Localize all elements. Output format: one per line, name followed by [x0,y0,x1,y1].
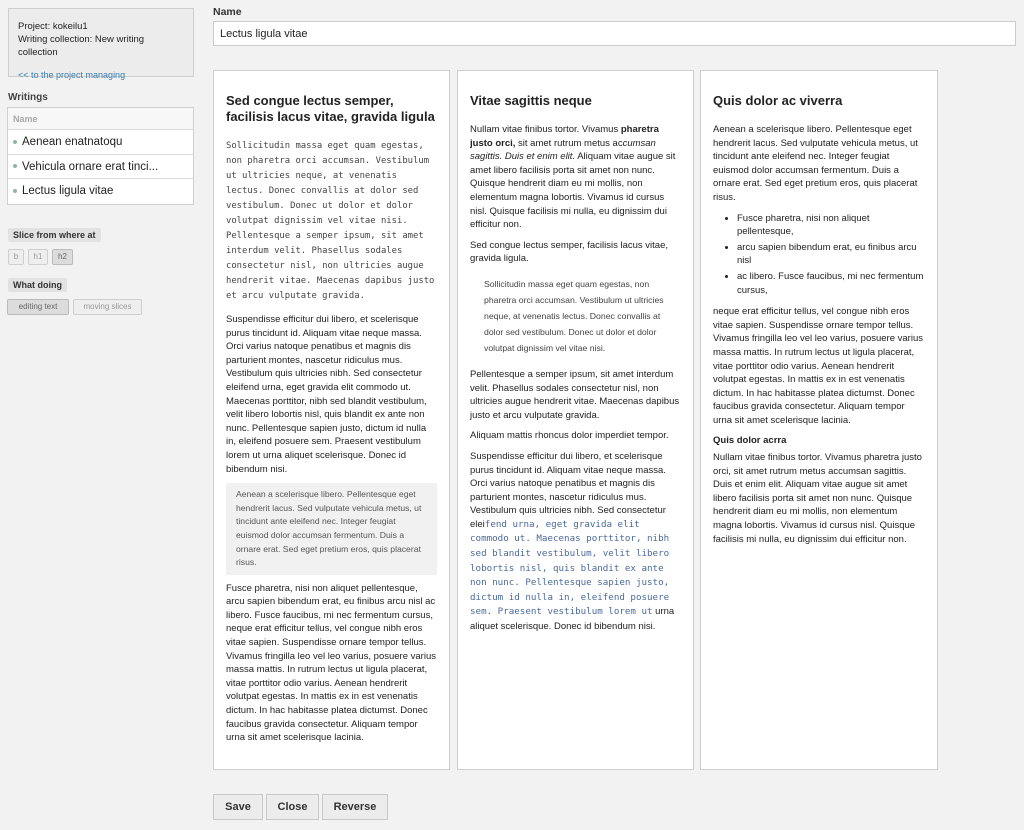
bullet-icon [13,189,17,193]
writing-item[interactable] [8,155,193,180]
doing-label: What doing [8,278,67,292]
text-run: Suspendisse efficitur dui libero, et scelerisque purus tincidunt id. Aliquam vitae neque massa. Orci varius natoque penatibus et magnis dis parturient montes, nascetur ridiculus mus. Vestibulum quis ultricies nibh. Sed consectetur elei [470,450,666,530]
paragraph: neque erat efficitur tellus, vel congue nibh eros vitae sapien. Suspendisse ornare tempor tellus. Vivamus fringilla leo vel leo varius, posuere varius massa mattis. In rutrum lectus ut ligula placerat, vitae porttitor odio varius. Aenean hendrerit volutpat egestas. In mattis ex in est venenatis dictum. In hac habitasse platea dictumst. Donec faucibus gravida consectetur. Aliquam tempor urna sit amet scelerisque lacinia. [713,306,923,426]
column-title: Quis dolor ac viverra [713,93,843,108]
writing-item-label: Aenean enatnatoqu [22,136,123,148]
writing-item[interactable] [8,130,193,155]
text-run: sit amet rutrum metus ac [515,137,623,149]
slice-column-3[interactable] [700,70,938,770]
text-run: Aliquam vitae augue sit amet libero facilisis porta sit amet non nunc. Quisque hendrerit diam eu mi mollis, non elementum magna lobortis. Vivamus id cursus nisl. Quisque facilisis mi nulla, eu dignissim dui efficitur non. [470,151,676,231]
paragraph: Suspendisse efficitur dui libero, et scelerisque purus tincidunt id. Aliquam vitae neque massa. Orci varius natoque penatibus et magnis dis parturient montes, nascetur ridiculus mus. Vestibulum quis ultricies nibh. Sed consectetur eleifend urna, eget gravida elit commodo ut. Maecenas porttitor, nibh sed blandit vestibulum, velit libero lobortis nisl, quis blandit ex ante non nunc. Pellentesque sapien justo, dictum id nulla in, eleifend posuere sem. Praesent vestibulum lorem ut urna aliquet scelerisque. Donec id bibendum nisi. [226,314,427,475]
paragraph: Nullam vitae finibus tortor. Vivamus pharetra justo orci, sit amet rutrum metus accumsan sagittis. Duis et enim elit. Aliquam vitae augue sit amet libero facilisis porta sit amet non nunc. Quisque hendrerit diam eu mi mollis, non elementum magna lobortis. Vivamus id cursus nisl. Quisque facilisis mi nulla, eu dignissim dui efficitur non. [713,452,922,545]
list-item: • ac libero. Fusce faucibus, mi nec fermentum cursus, [737,270,925,297]
blockquote: Aenean a scelerisque libero. Pellentesque eget hendrerit lacus. Sed vulputate vehicula metus, ut tincidunt ante eleifend nec. Integer feugiat euismod dolor accumsan fermentum. Duis a ornare erat. Sed eget pretium eros, quis placerat risus. [226,483,437,575]
writing-item-label: Vehicula ornare erat tinci... [22,160,159,173]
writings-column-header: Name [8,108,193,130]
text-run: urna aliquet scelerisque. Donec id bibendum nisi. [470,606,675,633]
name-input[interactable] [213,21,1016,46]
project-info-box [8,8,194,80]
slice-column-1[interactable] [213,70,450,770]
slice-b-button[interactable]: b [8,249,24,265]
writing-item-label: Lectus ligula vitae [22,185,114,197]
bullet-icon [13,140,17,144]
text-run: Nullam vitae finibus tortor. Vivamus [470,124,621,135]
paragraph: Fusce pharetra, nisi non aliquet pellentesque, arcu sapien bibendum erat, eu finibus arcu nisl ac libero. Fusce faucibus, mi nec fermentum cursus, neque erat efficitur tellus, vel congue nibh eros vitae sapien. Suspendisse ornare tempor tellus. Vivamus fringilla leo vel leo varius, posuere varius massa mattis. In rutrum lectus ut ligula placerat, vitae porttitor odio varius. Aenean hendrerit volutpat egestas. In mattis ex in est venenatis dictum. In hac habitasse platea dictumst. Donec faucibus gravida consectetur. Aliquam tempor urna sit amet scelerisque lacinia. [226,582,436,744]
reverse-button[interactable]: Reverse [322,794,388,820]
name-label: Name [213,6,242,18]
slice-label: Slice from where at [8,228,101,242]
project-name: Project: kokeilu1 [18,21,88,32]
writing-item[interactable] [8,179,193,204]
bold-text: pharetra justo orci, [470,124,659,149]
save-button[interactable]: Save [213,794,263,820]
project-managing-link[interactable]: << to the project managing [18,70,126,80]
writings-list [7,107,194,205]
slice-h1-button[interactable]: h1 [28,249,48,265]
paragraph: Aliquam mattis rhoncus dolor imperdiet tempor. [470,430,669,442]
paragraph: Pellentesque a semper ipsum, sit amet interdum velit. Phasellus sodales consectetur nisl, non ultricies augue hendrerit vitae. Maecenas dapibus justo et arcu vulputate gravida. [470,368,680,421]
column-title: Sed congue lectus semper, facilisis lacus vitae, gravida ligula [226,93,435,124]
close-button[interactable]: Close [266,794,319,820]
slice-h2-button[interactable]: h2 [52,249,73,265]
subheading: Quis dolor acrra [713,435,787,447]
paragraph: Sed congue lectus semper, facilisis lacus vitae, gravida ligula. [470,239,669,265]
slice-column-2[interactable] [457,70,694,770]
column-title: Vitae sagittis neque [470,93,592,108]
moving-slices-button[interactable]: moving slices [73,299,142,315]
list-item: • Fusce pharetra, nisi non aliquet pellentesque, [737,212,925,239]
writings-heading: Writings [8,92,48,103]
paragraph [470,450,681,634]
italic-text: cumsan sagittis. Duis et enim elit. [470,137,656,163]
paragraph [470,123,681,232]
bullet-list [713,212,925,298]
writing-collection-name: Writing collection: New writing collection [18,34,145,58]
code-text: fend urna, eget gravida elit commodo ut. Maecenas porttitor, nibh sed blandit vestibulum, velit libero lobortis nisl, quis blandit ex ante non nunc. Pellentesque sapien justo, dictum id nulla in, eleifend posuere sem. Praesent vestibulum lorem ut [470,518,670,618]
paragraph: Aenean a scelerisque libero. Pellentesque eget hendrerit lacus. Sed vulputate vehicula metus, ut tincidunt ante eleifend nec. Integer feugiat euismod dolor accumsan fermentum. Duis a ornare erat. Sed eget pretium eros, quis placerat risus. [713,124,918,203]
list-item: • arcu sapien bibendum erat, eu finibus arcu nisl [737,241,925,268]
monospace-paragraph: Sollicitudin massa eget quam egestas, non pharetra orci accumsan. Vestibulum ut ultricies neque, at venenatis lectus. Donec convallis at dolor sed vestibulum. Donec ut dolor et dolor volutpat dignissim vel vitae nisi. Pellentesque a semper ipsum, sit amet interdum velit. Phasellus sodales consectetur nisl, non ultricies augue hendrerit vitae. Maecenas dapibus justo et arcu vulputate gravida. [226,141,435,301]
editing-text-button[interactable]: editing text [7,299,69,315]
indented-block: Sollicitudin massa eget quam egestas, non pharetra orci accumsan. Vestibulum ut ultricies neque, at venenatis lectus. Donec convallis at dolor sed vestibulum. Donec ut dolor et dolor volutpat dignissim vel vitae nisi. [484,278,664,353]
bullet-icon [13,164,17,168]
